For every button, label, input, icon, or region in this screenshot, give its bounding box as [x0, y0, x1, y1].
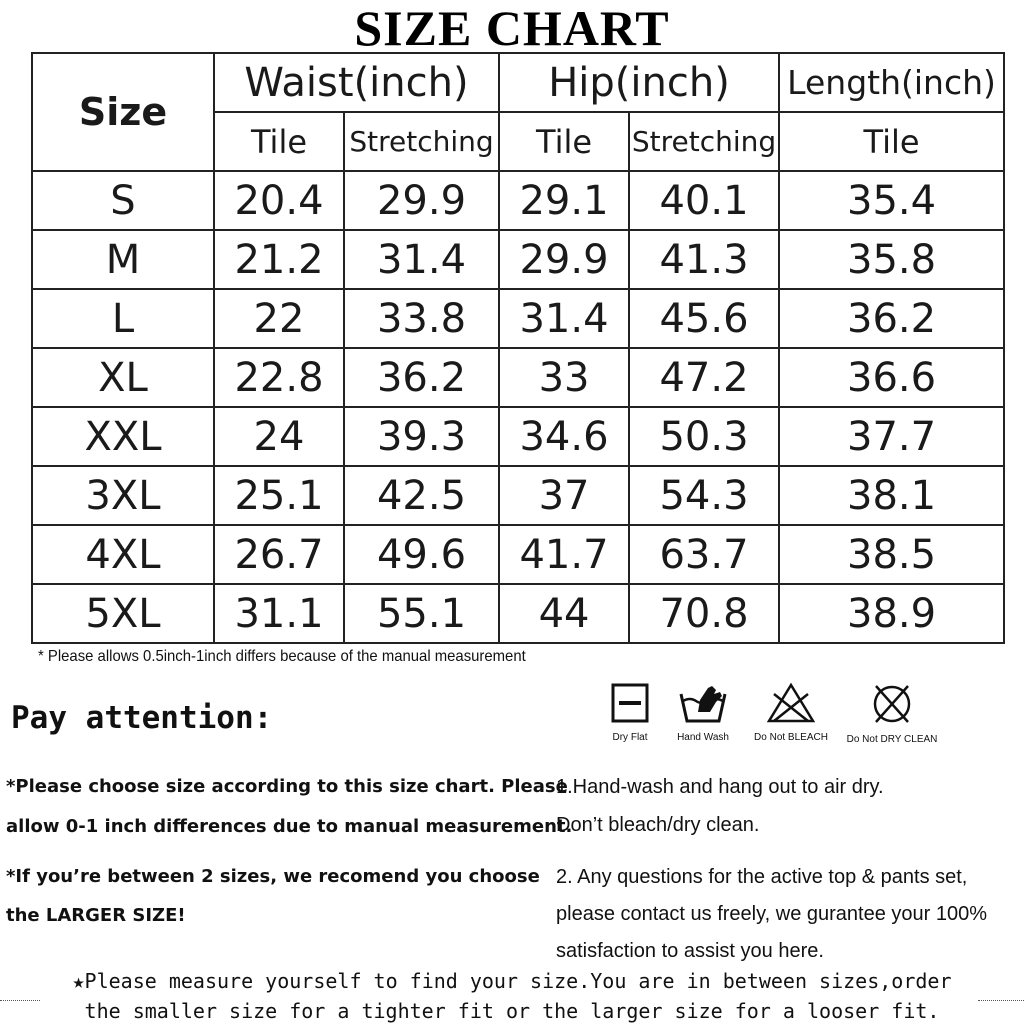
measurement-cell: 40.1	[629, 171, 779, 230]
size-cell: L	[32, 289, 214, 348]
right-text-line: satisfaction to assist you here.	[556, 940, 824, 962]
measurement-cell: 34.6	[499, 407, 629, 466]
measurement-cell: 49.6	[344, 525, 499, 584]
pay-attention-heading: Pay attention:	[11, 700, 273, 736]
right-text-line: Don’t bleach/dry clean.	[556, 814, 760, 836]
table-row	[32, 171, 1004, 230]
measurement-cell: 38.9	[779, 584, 1004, 643]
table-row	[32, 230, 1004, 289]
size-cell: XXL	[32, 407, 214, 466]
measurement-cell: 36.6	[779, 348, 1004, 407]
measurement-cell: 31.4	[344, 230, 499, 289]
waist-group-header: Waist(inch)	[214, 53, 499, 112]
measurement-cell: 25.1	[214, 466, 344, 525]
measurement-cell: 36.2	[779, 289, 1004, 348]
hip-group-header: Hip(inch)	[499, 53, 779, 112]
size-cell: 5XL	[32, 584, 214, 643]
care-label: Do Not BLEACH	[754, 732, 828, 743]
care-do-not-dry-clean	[832, 682, 952, 745]
size-cell: XL	[32, 348, 214, 407]
measurement-cell: 31.1	[214, 584, 344, 643]
size-chart-table	[31, 52, 1005, 644]
size-cell: M	[32, 230, 214, 289]
measurement-cell: 26.7	[214, 525, 344, 584]
right-text-line: please contact us freely, we gurantee your 100%	[556, 903, 987, 925]
do-not-dry-clean-icon	[870, 682, 914, 726]
right-text-line: 1.Hand-wash and hang out to air dry.	[556, 776, 884, 798]
hip-stretching-header: Stretching	[629, 112, 779, 171]
measurement-cell: 36.2	[344, 348, 499, 407]
size-cell: 4XL	[32, 525, 214, 584]
hip-tile-header: Tile	[499, 112, 629, 171]
measurement-cell: 39.3	[344, 407, 499, 466]
left-text-line: allow 0-1 inch differences due to manual measurement.	[6, 816, 573, 837]
measurement-cell: 41.3	[629, 230, 779, 289]
waist-tile-header: Tile	[214, 112, 344, 171]
measurement-cell: 22.8	[214, 348, 344, 407]
length-group-header: Length(inch)	[779, 53, 1004, 112]
measurement-cell: 70.8	[629, 584, 779, 643]
care-label: Dry Flat	[612, 732, 648, 743]
size-cell: 3XL	[32, 466, 214, 525]
measurement-cell: 20.4	[214, 171, 344, 230]
measurement-cell: 29.9	[344, 171, 499, 230]
measurement-cell: 22	[214, 289, 344, 348]
measurement-cell: 35.8	[779, 230, 1004, 289]
left-text-line: the LARGER SIZE!	[6, 905, 186, 926]
table-row	[32, 407, 1004, 466]
waist-stretching-header: Stretching	[344, 112, 499, 171]
measurement-cell: 31.4	[499, 289, 629, 348]
measurement-cell: 63.7	[629, 525, 779, 584]
measurement-cell: 45.6	[629, 289, 779, 348]
hand-wash-icon	[678, 682, 728, 724]
table-row	[32, 525, 1004, 584]
measurement-cell: 42.5	[344, 466, 499, 525]
size-cell: S	[32, 171, 214, 230]
measurement-cell: 33	[499, 348, 629, 407]
footer-line: the smaller size for a tighter fit or the larger size for a looser fit.	[84, 999, 940, 1023]
measurement-cell: 33.8	[344, 289, 499, 348]
measurement-cell: 21.2	[214, 230, 344, 289]
measurement-cell: 41.7	[499, 525, 629, 584]
measurement-cell: 37.7	[779, 407, 1004, 466]
measurement-cell: 37	[499, 466, 629, 525]
size-column-header: Size	[32, 53, 214, 171]
left-text-line: *If you’re between 2 sizes, we recomend you choose	[6, 866, 540, 887]
do-not-bleach-icon	[766, 682, 816, 724]
length-tile-header: Tile	[779, 112, 1004, 171]
care-label: Do Not DRY CLEAN	[846, 734, 938, 745]
measurement-cell: 44	[499, 584, 629, 643]
measurement-cell: 29.9	[499, 230, 629, 289]
measurement-cell: 38.5	[779, 525, 1004, 584]
measurement-cell: 55.1	[344, 584, 499, 643]
table-row	[32, 289, 1004, 348]
page-title: SIZE CHART	[354, 0, 670, 56]
measurement-cell: 29.1	[499, 171, 629, 230]
table-row	[32, 348, 1004, 407]
left-text-line: *Please choose size according to this size chart. Please	[6, 776, 568, 797]
measurement-cell: 24	[214, 407, 344, 466]
measurement-cell: 50.3	[629, 407, 779, 466]
measurement-cell: 35.4	[779, 171, 1004, 230]
measurement-cell: 38.1	[779, 466, 1004, 525]
footer-line: ★Please measure yourself to find your size.You are in between sizes,order	[72, 969, 952, 993]
table-row	[32, 584, 1004, 643]
table-row	[32, 466, 1004, 525]
footer-divider-right	[978, 1000, 1024, 1001]
measurement-cell: 47.2	[629, 348, 779, 407]
right-text-line: 2. Any questions for the active top & pants set,	[556, 866, 968, 888]
measurement-cell: 54.3	[629, 466, 779, 525]
footer-divider-left	[0, 1000, 40, 1001]
care-label: Hand Wash	[677, 732, 729, 743]
measurement-note: * Please allows 0.5inch-1inch differs because of the manual measurement	[38, 648, 526, 665]
